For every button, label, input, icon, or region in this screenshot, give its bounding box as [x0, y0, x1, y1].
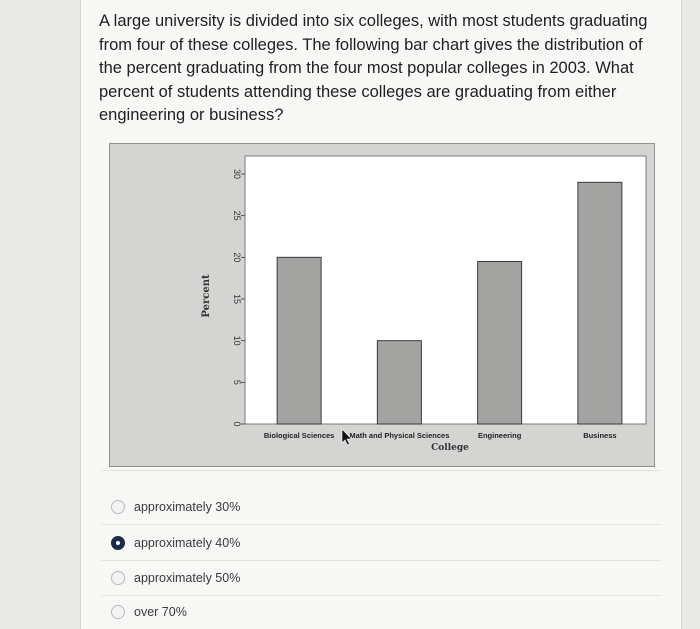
option-label: approximately 40% [134, 536, 241, 550]
y-tick-label: 0 [232, 421, 242, 427]
bar [377, 341, 421, 424]
divider [101, 560, 661, 561]
option-approximately-50[interactable] [111, 567, 240, 589]
question-line: A large university is divided into six colleges, with most students graduating [99, 12, 648, 30]
option-over-70[interactable] [111, 601, 187, 623]
radio-button[interactable] [111, 500, 125, 514]
x-tick-label: Math and Physical Sciences [349, 431, 450, 440]
question-line: engineering or business? [99, 106, 284, 124]
option-approximately-30[interactable] [111, 496, 240, 518]
question-line: percent of students attending these colleges are graduating from either [99, 82, 617, 101]
option-approximately-40[interactable] [111, 532, 240, 554]
x-tick-label: Biological Sciences [263, 431, 335, 440]
radio-button[interactable] [111, 536, 125, 550]
option-label: approximately 50% [134, 571, 241, 585]
question-card [80, 0, 682, 629]
radio-button[interactable] [111, 605, 125, 619]
radio-button[interactable] [111, 571, 125, 585]
y-tick-label: 25 [232, 210, 242, 221]
divider [101, 470, 661, 471]
question-line: the percent graduating from the four most popular colleges in 2003. What [99, 59, 634, 77]
option-label: over 70% [134, 605, 187, 619]
y-tick-label: 20 [232, 252, 242, 263]
x-tick-label: Engineering [477, 431, 522, 440]
y-tick-label: 30 [232, 168, 242, 180]
x-tick-label: Business [583, 431, 617, 440]
bar [578, 182, 622, 424]
option-label: approximately 30% [134, 500, 241, 514]
bar [478, 262, 522, 425]
y-tick-label: 5 [232, 379, 242, 385]
question-line: from four of these colleges. The following bar chart gives the distribution of [99, 35, 643, 54]
divider [101, 524, 661, 525]
bar-chart-svg [110, 144, 654, 466]
bar-chart [109, 143, 655, 467]
divider [101, 595, 661, 596]
x-axis-label: College [431, 443, 469, 453]
bar [277, 257, 321, 424]
y-tick-label: 15 [232, 293, 242, 305]
question-text [99, 10, 659, 128]
y-axis-label: Percent [201, 274, 212, 318]
y-tick-label: 10 [232, 335, 242, 346]
